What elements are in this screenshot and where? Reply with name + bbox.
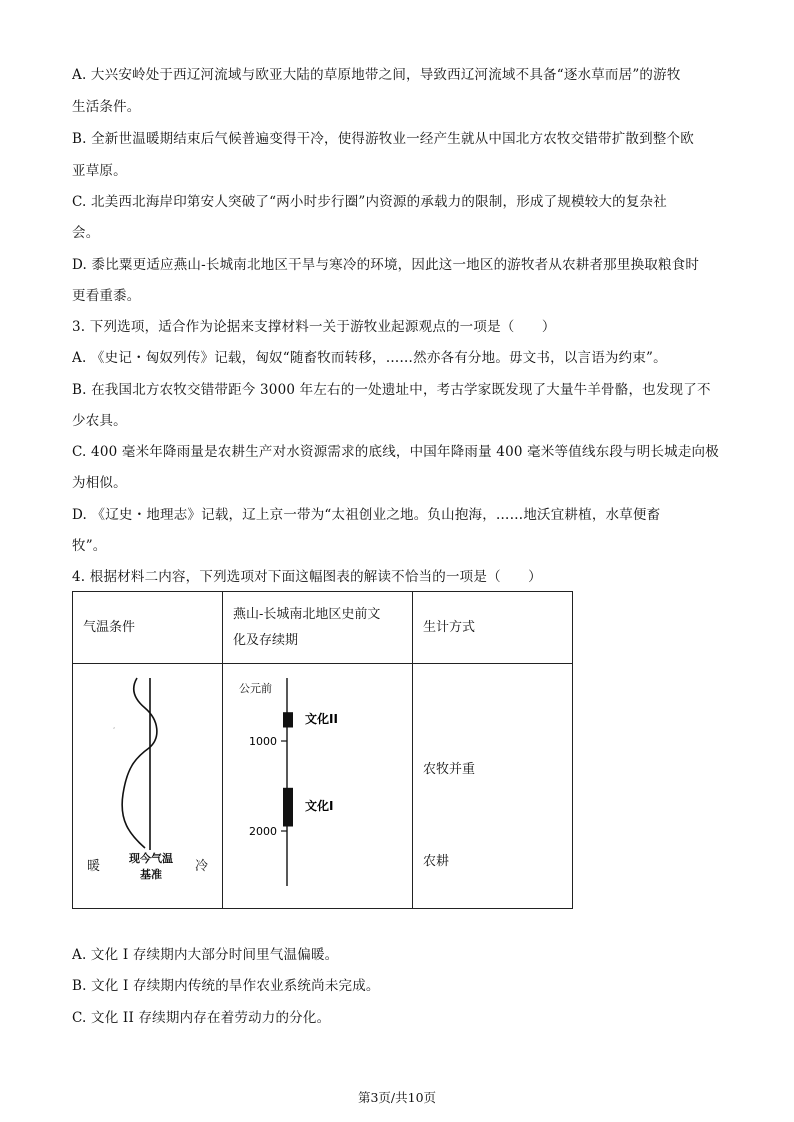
option-a: A. 文化 I 存续期内大部分时间里气温偏暖。 xyxy=(72,947,339,963)
era-label: 公元前 xyxy=(239,682,272,695)
livelihood-cell xyxy=(413,664,573,909)
header-climate: 气温条件 xyxy=(73,592,223,664)
text-line: 亚草原。 xyxy=(72,163,127,179)
cold-label: 冷 xyxy=(195,859,209,874)
text-line: A. 大兴安岭处于西辽河流域与欧亚大陆的草原地带之间，导致西辽河流域不具备“逐水草而居”的游牧 xyxy=(72,67,681,83)
culture-bar xyxy=(283,788,293,827)
page-footer: 第3页/共10页 xyxy=(357,1090,437,1105)
text-line: B. 在我国北方农牧交错带距今 3000 年左右的一处遗址中，考古学家既发现了大量牛羊骨骼，也发现了不 xyxy=(72,382,711,398)
temperature-curve-figure xyxy=(73,664,223,904)
text-line: C. 400 毫米年降雨量是农耕生产对水资源需求的底线，中国年降雨量 400 毫米等值线东段与明长城走向极 xyxy=(72,444,719,460)
text-line: D. 黍比粟更适应燕山-长城南北地区干旱与寒冷的环境，因此这一地区的游牧者从农耕者那里换取粮食时 xyxy=(72,257,700,273)
text-line: 会。 xyxy=(72,225,100,241)
option-b: B. 文化 I 存续期内传统的旱作农业系统尚未完成。 xyxy=(72,978,380,994)
text-line: 为相似。 xyxy=(72,475,127,491)
text-line: 牧”。 xyxy=(72,538,107,554)
livelihood-mixed: 农牧并重 xyxy=(423,762,476,777)
warm-label: 暖 xyxy=(87,859,101,874)
header-culture: 燕山-长城南北地区史前文 化及存续期 xyxy=(223,592,413,664)
text-line: A. 《史记・匈奴列传》记载，匈奴“随畜牧而转移，……然亦各有分地。毋文书，以言语为约束”。 xyxy=(72,350,667,366)
culture-label: 文化I xyxy=(305,799,334,814)
timeline-tick-label: 1000 xyxy=(249,735,277,748)
option-c: C. 文化 II 存续期内存在着劳动力的分化。 xyxy=(72,1010,331,1026)
livelihood-farming: 农耕 xyxy=(423,854,450,869)
baseline-label-2: 基准 xyxy=(140,868,162,881)
temperature-curve xyxy=(122,678,157,848)
text-line: 生活条件。 xyxy=(72,99,141,115)
timeline-cell xyxy=(223,664,413,909)
text-line: D. 《辽史・地理志》记载，辽上京一带为“太祖创业之地。负山抱海，……地沃宜耕植，水草便畜 xyxy=(72,507,661,523)
figure-table xyxy=(72,591,573,909)
text-line: C. 北美西北海岸印第安人突破了“两小时步行圈”内资源的承载力的限制，形成了规模较大的复杂社 xyxy=(72,194,667,210)
climate-cell xyxy=(73,664,223,909)
text-line: B. 全新世温暖期结束后气候普遍变得干冷，使得游牧业一经产生就从中国北方农牧交错带扩散到整个欧 xyxy=(72,131,694,147)
svg-text:,: , xyxy=(113,722,116,730)
culture-bar xyxy=(283,712,293,727)
text-line: 更看重黍。 xyxy=(72,288,141,304)
culture-label: 文化II xyxy=(305,711,338,726)
question-3: 3. 下列选项，适合作为论据来支撑材料一关于游牧业起源观点的一项是（ ） xyxy=(72,319,556,335)
header-livelihood: 生计方式 xyxy=(413,592,573,664)
timeline-figure xyxy=(223,664,413,904)
question-4: 4. 根据材料二内容，下列选项对下面这幅图表的解读不恰当的一项是（ ） xyxy=(72,569,542,585)
text-line: 少农具。 xyxy=(72,413,127,429)
timeline-tick-label: 2000 xyxy=(249,825,277,838)
baseline-label-1: 现今气温 xyxy=(129,852,173,865)
